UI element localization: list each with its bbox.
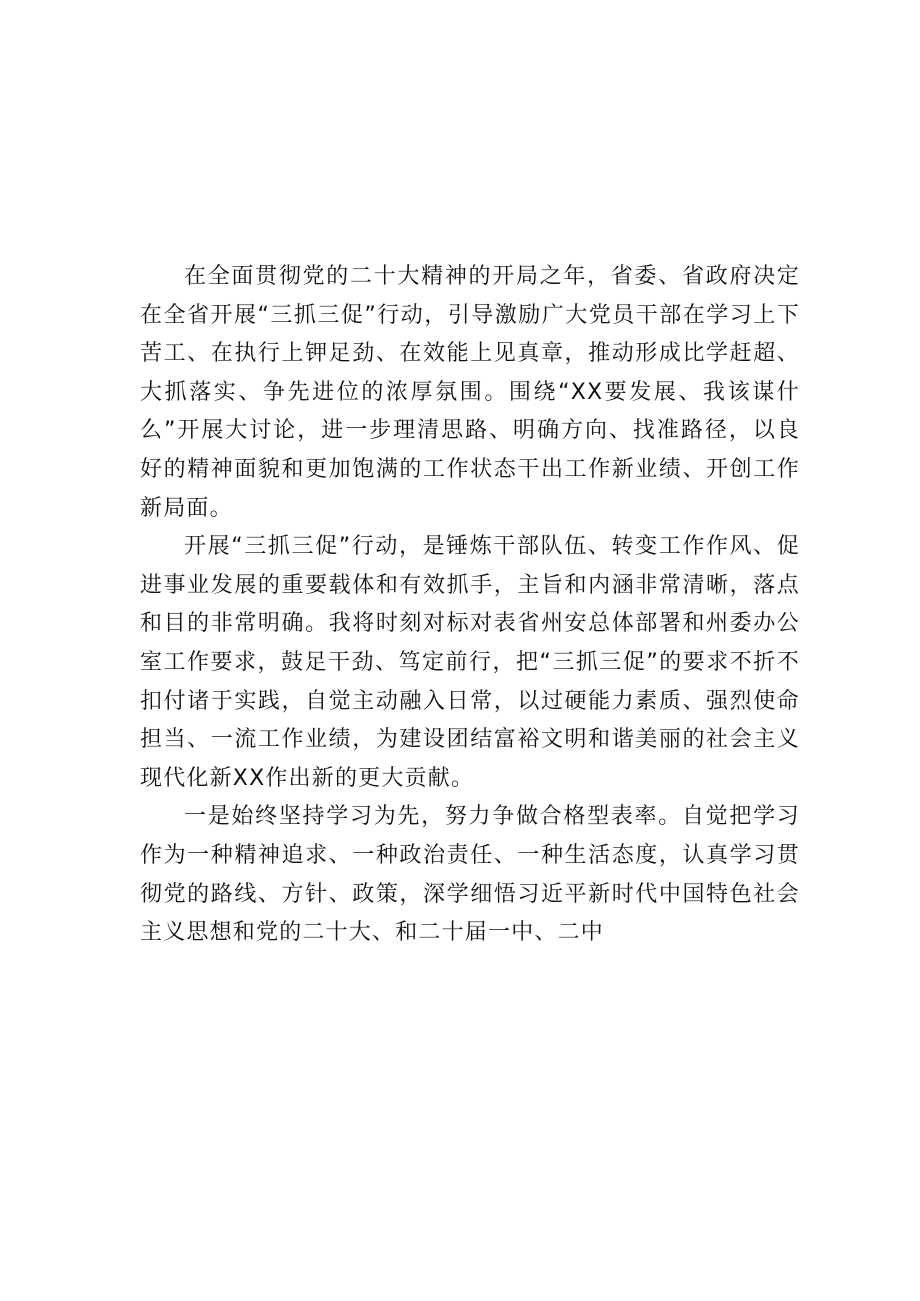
paragraph-2: 开展“三抓三促”行动，是锤炼干部队伍、转变工作作风、促进事业发展的重要载体和有效抓手，主旨和内涵非常清晰，落点和目的非常明确。我将时刻对标对表省州安总体部署和州委办公室工作要求，鼓足干劲、笃定前行，把“三抓三促”的要求不折不扣付诸于实践，自觉主动融入日常，以过硬能力素质、强烈使命担当、一流工作业绩，为建设团结富裕文明和谐美丽的社会主义现代化新XX作出新的更大贡献。: [140, 534, 800, 791]
paragraph-3: 一是始终坚持学习为先，努力争做合格型表率。自觉把学习作为一种精神追求、一种政治责任、一种生活态度，认真学习贯彻党的路线、方针、政策，深学细悟习近平新时代中国特色社会主义思想和党的二十大、和二十届一中、二中: [140, 804, 800, 946]
document-body: [140, 258, 800, 953]
paragraph-1: 在全面贯彻党的二十大精神的开局之年，省委、省政府决定在全省开展“三抓三促”行动，引导激励广大党员干部在学习上下苦工、在执行上钾足劲、在效能上见真章，推动形成比学赶超、大抓落实、争先进位的浓厚氛围。围绕“XX要发展、我该谋什么”开展大讨论，进一步理清思路、明确方向、找准路径，以良好的精神面貌和更加饱满的工作状态干出工作新业绩、开创工作新局面。: [140, 264, 800, 521]
